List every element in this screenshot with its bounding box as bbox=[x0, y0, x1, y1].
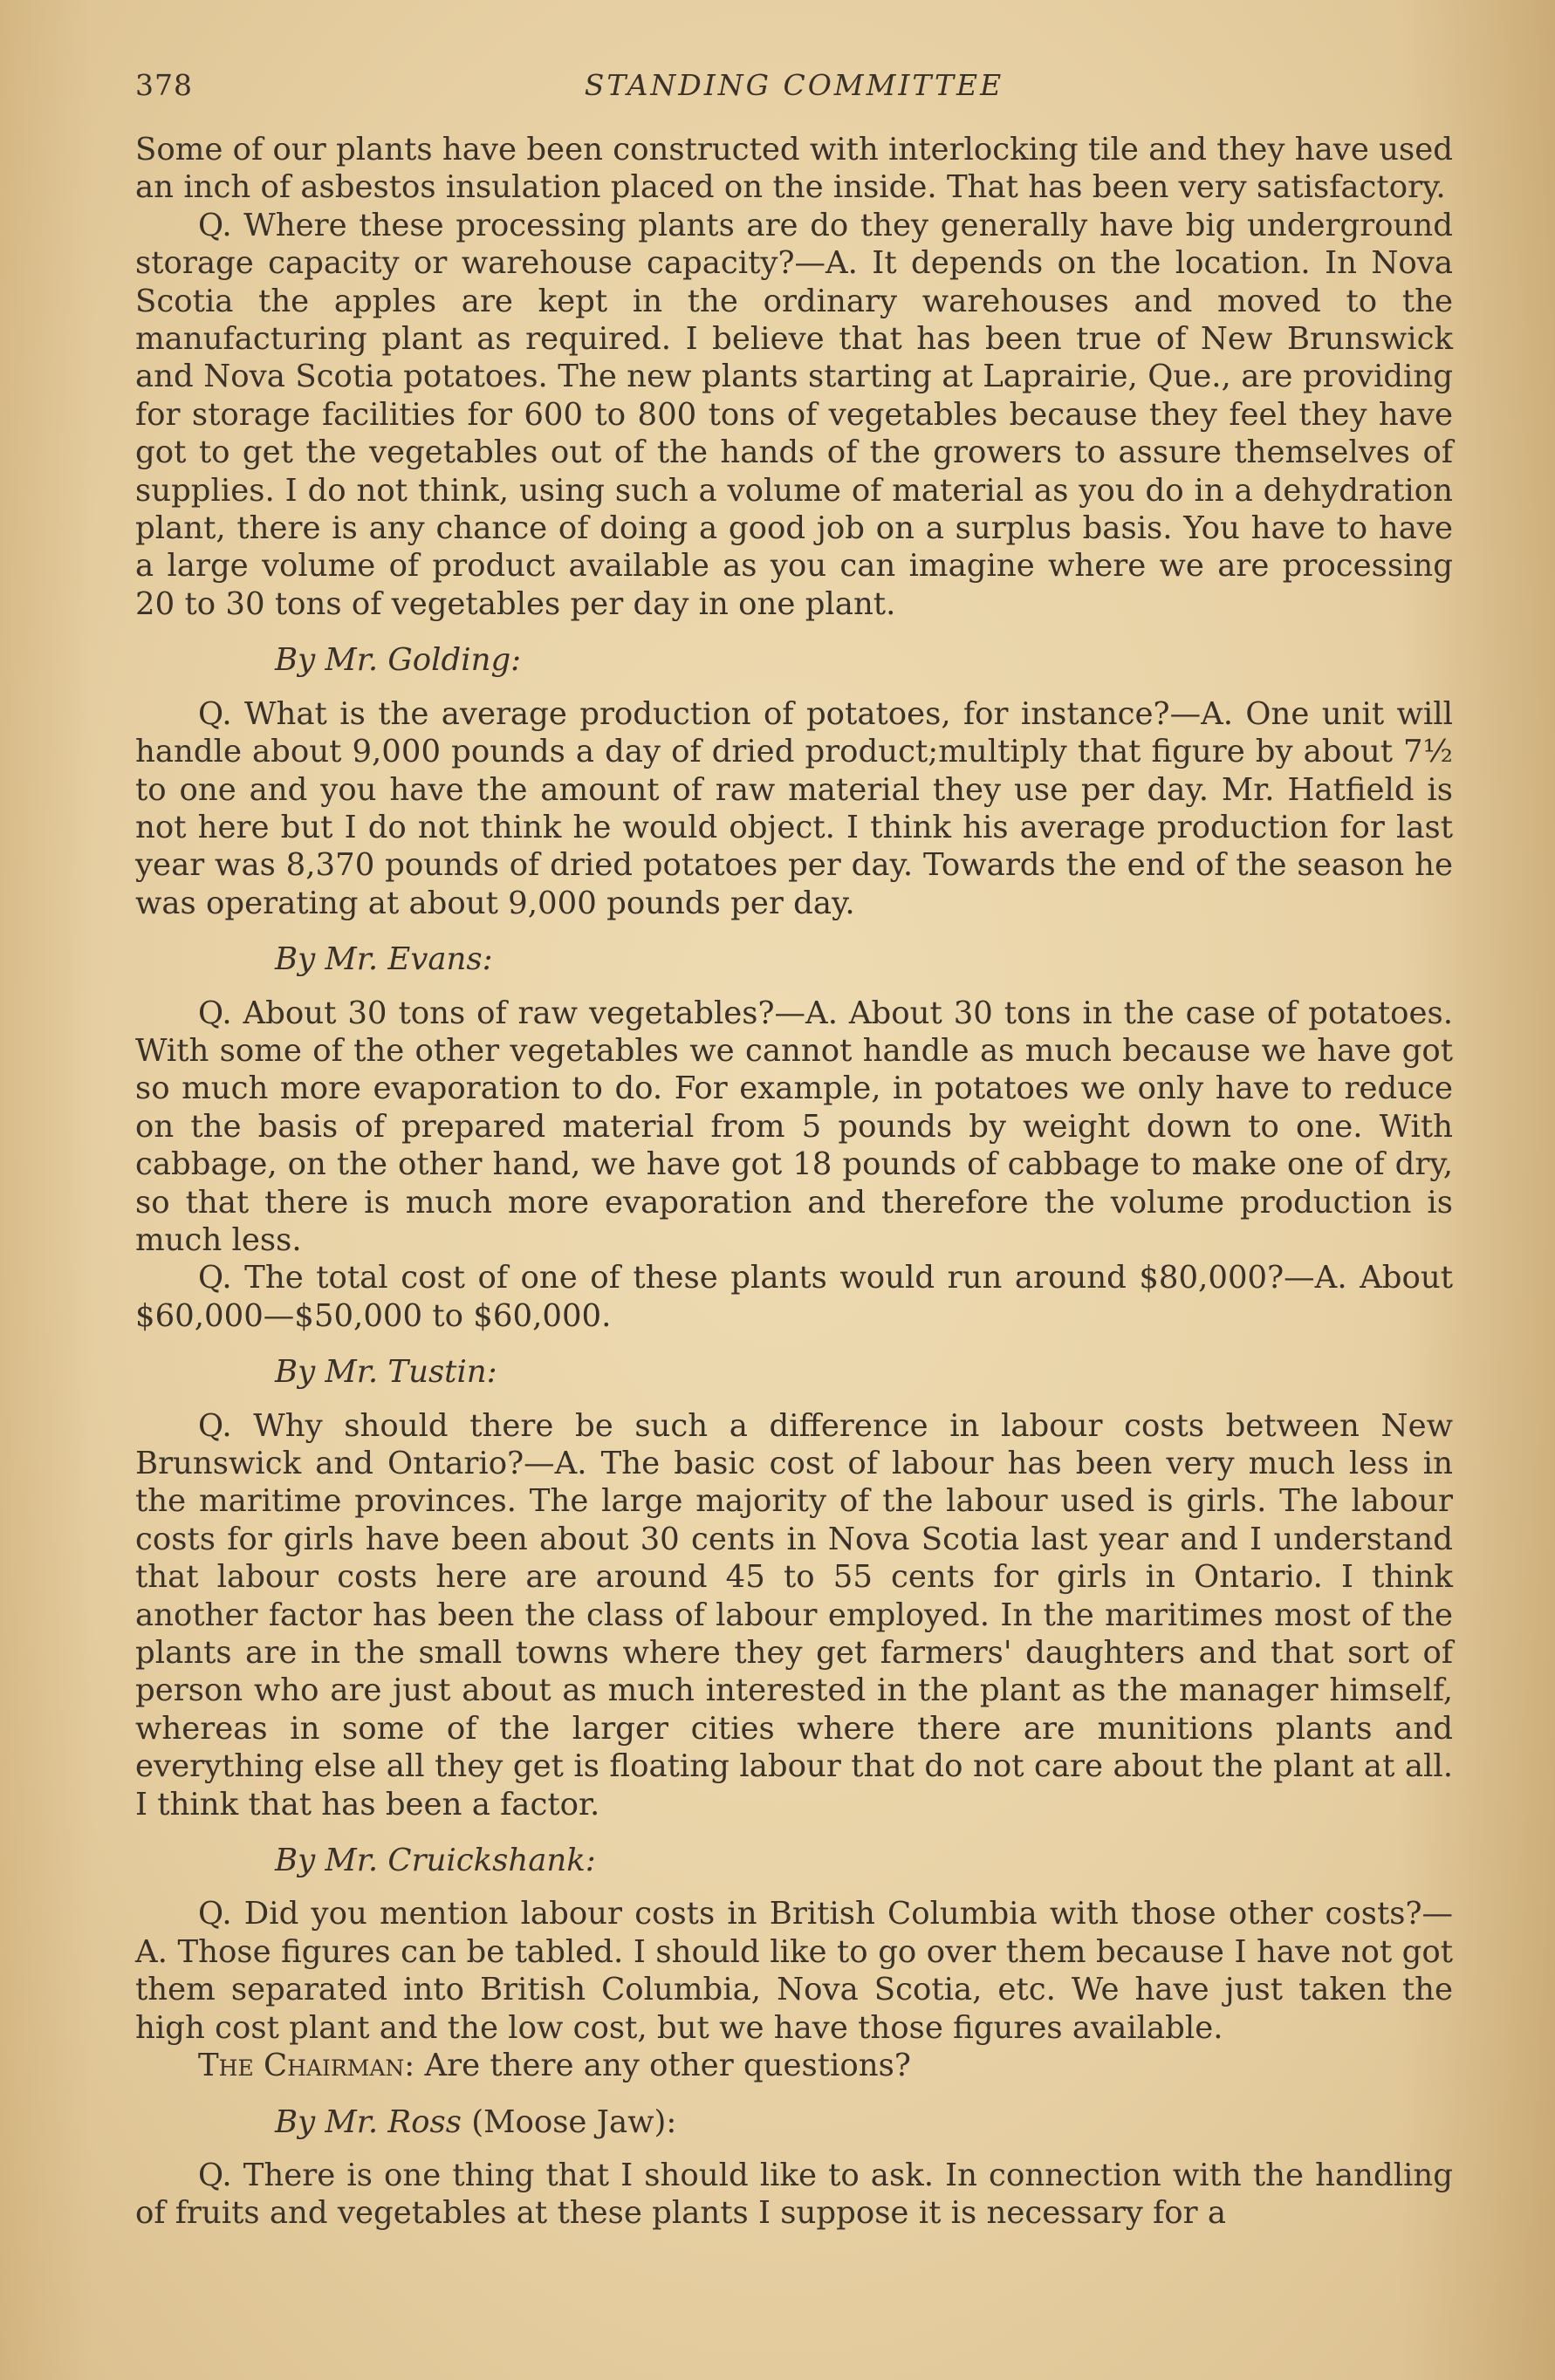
question-handling-paragraph: Q. There is one thing that I should like to ask. In connection with the handling of fruits and vegetables at these plants I suppose it is necessary for a bbox=[135, 2157, 1453, 2232]
question-british-columbia-paragraph: Q. Did you mention labour costs in British Columbia with those other costs?—A. Those figures can be tabled. I should like to go over them because I have not got them separated into British Columbia, Nova Scotia, etc. We have just taken the high cost plant and the low cost, but we have those figures available. bbox=[135, 1896, 1453, 2046]
speaker-heading-tustin: By Mr. Tustin: bbox=[275, 1354, 497, 1391]
chairman-remark: : Are there any other questions? bbox=[404, 2048, 911, 2084]
page-number: 378 bbox=[135, 68, 193, 102]
continued-paragraph: Some of our plants have been constructed with interlocking tile and they have used an inch of asbestos insulation placed on the inside. That has been very satisfactory. bbox=[135, 132, 1453, 206]
speaker-riding-ross: (Moose Jaw): bbox=[461, 2103, 677, 2140]
page-header bbox=[135, 68, 1453, 112]
question-labour-costs-paragraph: Q. Why should there be such a difference in labour costs between New Brunswick and Ontario?—A. The basic cost of labour has been very much less in the maritime provinces. The large majority of the labour used is girls. The labour costs for girls have been about 30 cents in Nova Scotia last year and I understand that labour costs here are around 45 to 55 cents for girls in Ontario. I think another factor has been the class of labour employed. In the maritimes most of the plants are in the small towns where they get farmers' daughters and that sort of person who are just about as much interested in the plant as the manager himself, whereas in some of the larger cities where there are munitions plants and everything else all they get is floating labour that do not care about the plant at all. I think that has been a factor. bbox=[135, 1407, 1453, 1823]
speaker-name-ross: By Mr. Ross bbox=[275, 2103, 462, 2140]
chairman-label: The Chairman bbox=[198, 2048, 405, 2084]
question-production-paragraph: Q. What is the average production of potatoes, for instance?—A. One unit will handle about 9,000 pounds a day of dried product;multiply that figure by about 7½ to one and you have the amount of raw material they use per day. Mr. Hatfield is not here but I do not think he would object. I think his average production for last year was 8,370 pounds of dried potatoes per day. Towards the end of the season he was operating at about 9,000 pounds per day. bbox=[135, 695, 1453, 921]
question-raw-vegetables-paragraph: Q. About 30 tons of raw vegetables?—A. About 30 tons in the case of potatoes. With some of the other vegetables we cannot handle as much because we have got so much more evaporation to do. For example, in potatoes we only have to reduce on the basis of prepared material from 5 pounds by weight down to one. With cabbage, on the other hand, we have got 18 pounds of cabbage to make one of dry, so that there is much more evaporation and therefore the volume production is much less. bbox=[135, 995, 1453, 1258]
speaker-heading-ross bbox=[275, 2103, 1453, 2141]
speaker-heading-cruickshank: By Mr. Cruickshank: bbox=[275, 1843, 596, 1879]
body-text bbox=[135, 131, 1453, 2233]
speaker-heading-evans: By Mr. Evans: bbox=[275, 941, 493, 978]
question-plant-cost-paragraph: Q. The total cost of one of these plants would run around $80,000?—A. About $60,000—$50,000 to $60,000. bbox=[135, 1260, 1453, 1334]
chairman-paragraph bbox=[135, 2047, 1453, 2084]
speaker-heading-golding: By Mr. Golding: bbox=[275, 642, 522, 679]
question-storage-paragraph: Q. Where these processing plants are do they generally have big underground storage capacity or warehouse capacity?—A. It depends on the location. In Nova Scotia the apples are kept in the ordinary warehouses and moved to the manufacturing plant as required. I believe that has been true of New Brunswick and Nova Scotia potatoes. The new plants starting at Laprairie, Que., are providing for storage facilities for 600 to 800 tons of vegetables because they feel they have got to get the vegetables out of the hands of the growers to assure themselves of supplies. I do not think, using such a volume of material as you do in a dehydration plant, there is any chance of doing a good job on a surplus basis. You have to have a large volume of product available as you can imagine where we are processing 20 to 30 tons of vegetables per day in one plant. bbox=[135, 207, 1453, 622]
running-title: STANDING COMMITTEE bbox=[584, 68, 1004, 102]
